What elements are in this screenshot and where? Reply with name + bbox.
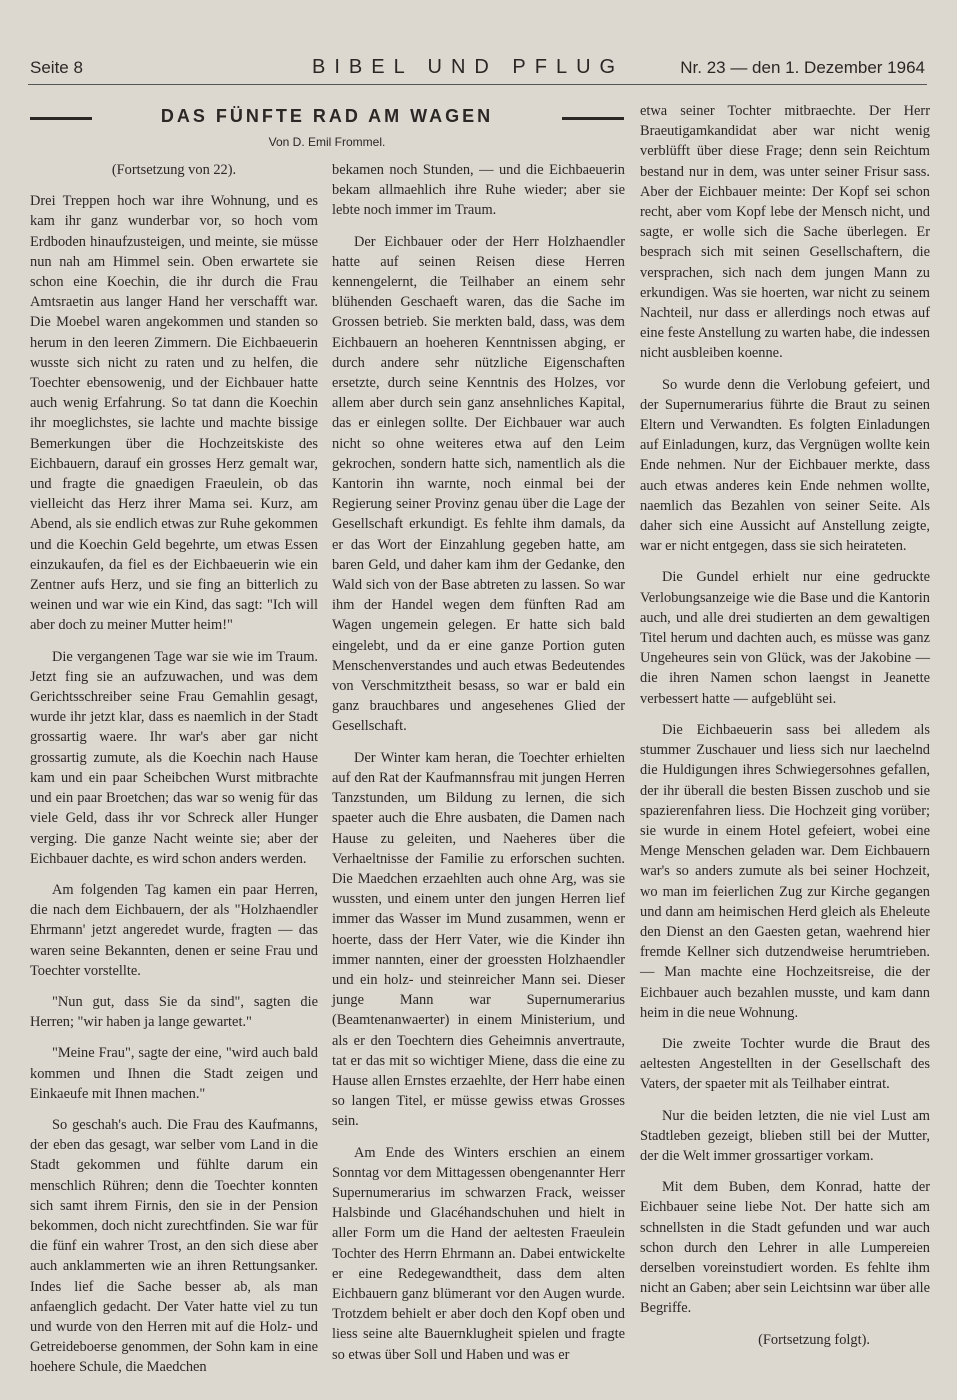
paragraph: So wurde denn die Verlobung gefeiert, und der Supernumerarius führte die Braut zu seinen Eltern und Verwandten. Es folgten Einladungen auf Einladungen, kurz, das Vergnügen wollte kein Ende nehmen. Nur der Eichbauer merkte, dass auch etwas anderes kein Ende nehmen wollte, naemlich das Bezahlen von seiner Seite. Als daher sich eine Aussicht auf Anstellung zeigte, war er nicht entgegen, dass sie sich heirateten. (640, 376, 930, 555)
paragraph: Am folgenden Tag kamen ein paar Herren, die nach dem Eichbauern, der als "Holzhaendler Ehrmann' jetzt angeredet wurde, fragten — das waren seine Bekannten, denen er seine Frau und Toechter vorstellte. (30, 881, 318, 979)
paragraph: Der Eichbauer oder der Herr Holzhaendler hatte auf seinen Reisen diese Herren kennengelernt, die Teilhaber an einem sehr blühenden Geschaeft waren, das die Sache im Grossen betrieb. Sie merkten bald, dass, was dem Eichbauern an hoeheren Kenntnissen abging, er durch andere sehr nützliche Eigenschaften ersetzte, durch seine Kenntnis des Holzes, vor allem aber durch sein ganz ansehnliches Kapital, das er einlegen sollte. Der Eichbauer war auch nicht so ohne weiteres etwa auf den Leim gekrochen, sondern hatte sich, namentlich als die Kantorin ihn warnte, noch einmal bei der Regierung seiner Provinz genau über die Lage der Gesellschaft erkundigt. Es fehlte ihm damals, da er das Wort der Einzahlung gegeben hatte, am baren Geld, und daher kam ihm der Gedanke, den Wald sich von der Base abtreten zu lassen. So war ihm der Handel wegen dem fünften Rad am Wagen ungemein gelegen. Er hatte sich bald eingelebt, und da er eine ganze Portion guten Menschenverstandes und auch etwas Bedeutendes von Verschmitztheit besass, so war er bald ein ganz brauchbares und angesehenes Glied der Gesellschaft. (332, 233, 625, 735)
column-1 (30, 160, 318, 1389)
column-3 (640, 101, 930, 1361)
article-title: DAS FÜNFTE RAD AM WAGEN (160, 106, 494, 126)
paragraph: bekamen noch Stunden, — und die Eichbaeuerin bekam allmaehlich ihre Ruhe wieder; aber sie lebte noch immer im Traum. (332, 162, 625, 219)
issue-date: Nr. 23 — den 1. Dezember 1964 (680, 58, 925, 77)
header-rule (28, 84, 927, 85)
paragraph: Am Ende des Winters erschien an einem Sonntag vor dem Mittagessen obengenannter Herr Supernumerarius im schwarzen Frack, weisser Halsbinde und Glacéhandschuhen und hielt in aller Form um die Hand der aeltesten Fraeulein Tochter des Herrn Ehrmann an. Dabei entwickelte er eine Redegewandtheit, dass dem alten Eichbauern ganz blümerant vor den Augen wurde. Trotzdem behielt er aber doch den Kopf oben und liess seine alte Bauernklugheit spielen und fragte so etwas über Soll und Haben und was er (332, 1144, 625, 1363)
article-byline: Von D. Emil Frommel. (268, 135, 386, 149)
paragraph: Die zweite Tochter wurde die Braut des aeltesten Angestellten in der Gesellschaft des Vaters, der spaeter mit als Teilhaber eintrat. (640, 1035, 930, 1093)
publication-title: BIBEL UND PFLUG (312, 56, 625, 78)
column-2 (332, 160, 625, 1376)
paragraph: Die vergangenen Tage war sie wie im Traum. Jetzt fing sie an aufzuwachen, und was dem Gerichtsschreiber seine Frau Gemahlin gesagt, wurde ihr jetzt klar, dass es naemlich in der Stadt grossartig waere. Ihr war's aber gar nicht grossartig zumute, als die Koechin nach Hause kam und ein paar Scheibchen Wurst mitbrachte und ein paar Broetchen; das war so wenig für das viele Geld, dass ihr vor Schreck aller Hunger verging. Die ganze Nacht weinte sie; aber der Eichbauer dachte, es wird schon anders werden. (30, 648, 318, 867)
article-title-row (30, 106, 624, 130)
page-number: Seite 8 (30, 58, 83, 77)
paragraph: Mit dem Buben, dem Konrad, hatte der Eichbauer seine liebe Not. Der hatte sich am schnellsten in die Stadt gefunden und war auch schon durch den Lehrer in alle Lumpereien derselben voreinstudiert worden. Es fehlte ihm nicht an Gaben; aber sein Leichtsinn war über alle Begriffe. (640, 1179, 930, 1317)
continued-from: (Fortsetzung von 22). (111, 162, 237, 178)
paragraph: "Meine Frau", sagte der eine, "wird auch bald kommen und Ihnen die Stadt zeigen und Einkaeufe mit Ihnen machen." (30, 1045, 318, 1102)
paragraph: So geschah's auch. Die Frau des Kaufmanns, der eben das gesagt, war selber vom Land in die Stadt gekommen und fühlte darum ein menschlich Rühren; denn die Toechter konnten sich samt ihrem Firnis, den sie in der Pension bekommen, doch nicht zurechtfinden. Sie war für die fünf ein wahrer Trost, an den sich diese aber auch anklammerten wie an ihren Rettungsanker. Indes lief die Sache besser ab, als man anfaenglich gedacht. Der Vater hatte viel zu tun und wurde von den Herren mit auf die Holz- und Getreideboerse genommen, der Sohn kam in eine hoehere Schule, die Maedchen (30, 1116, 318, 1376)
paragraph: Der Winter kam heran, die Toechter erhielten auf den Rat der Kaufmannsfrau mit jungen Herren Tanzstunden, um Bildung zu lernen, die sich spaeter auch die Ehre ausbaten, die Damen nach Hause zu geleiten, und Naeheres über die Verhaeltnisse der Familie zu erforschen suchten. Die Maedchen erzaehlten auch ohne Arg, was sie wussten, und einem unter den jungen Herren lief immer das Wasser im Mund zusammen, wenn er hoerte, dass der Herr Vater, wie die Kinder ihn immer nannten, einer der groessten Holzhaendler und ein holz- und steinreicher Mann sei. Dieser junge Mann war Supernumerarius (Beamtenanwaerter) in einem Ministerium, und als er den Toechtern dies Geheimnis anvertraute, tat er das mit so wichtiger Miene, dass die eine zu Hause allen Ernstes erzaehlte, der Herr habe einen so langen Titel, er müsse gewiss etwas Grosses sein. (332, 749, 625, 1130)
paragraph: Nur die beiden letzten, die nie viel Lust am Stadtleben gezeigt, blieben still bei der Mutter, der die Welt immer grossartiger vorkam. (640, 1107, 930, 1164)
paragraph: "Nun gut, dass Sie da sind", sagten die Herren; "wir haben ja lange gewartet." (30, 993, 318, 1031)
paragraph: Drei Treppen hoch war ihre Wohnung, und es kam ihr ganz wunderbar vor, so hoch vom Erdboden hinaufzusteigen, und meinte, sie müsse nun nah am Himmel sein. Oben erwartete sie schon eine Koechin, die ihr durch die Frau Amtsraetin aus langer Hand her verschafft war. Die Moebel waren angekommen und standen so herum in den leeren Zimmern. Die Eichbaeuerin wusste sich nicht zu raten und zu helfen, die Toechter ebensowenig, und der Eichbauer hatte auch wenig Erfahrung. So tat dann die Koechin ihr moeglichstes, sie lachte und machte bissige Bemerkungen über die Hochzeitskiste des Eichbauern, darauf ein grosses Herz gemalt war, und fragte die gnaedigen Fraeulein, ob das vielleicht das Herz ihrer Mama sei. Kurz, am Abend, als sie endlich etwas zur Ruhe gekommen und die Koechin Geld begehrte, um etwas Essen einzukaufen, da fiel es der Eichbaeuerin wie ein Zentner aufs Herz, und sie fing an bitterlich zu weinen und war wie ein Kind, das sagt: "Ich will aber doch zu meiner Mutter heim!" (30, 193, 318, 634)
paragraph: Die Eichbaeuerin sass bei alledem als stummer Zuschauer und liess sich nur laechelnd die Huldigungen ihres Schwiegersohnes gefallen, der ihr überall die besten Bissen zuschob und sie spazierenfahren liess. Die Hochzeit ging vorüber; sie wurde in einem Hotel gefeiert, wobei eine Menge Menschen geladen war. Dem Eichbauern war's so anders zumute als bei seiner Hochzeit, wo man im feierlichen Zug zur Kirche gegangen und dann am heimischen Herd gleich als Eheleute den Dienst an den Gaesten getan, waehrend hier fremde Kellner sich dutzendweise herumtrieben. — Man machte eine Hochzeitsreise, die der Eichbauer auch bezahlen musste, und kam dann heim in die neue Wohnung. (640, 721, 930, 1021)
paragraph: etwa seiner Tochter mitbraechte. Der Herr Braeutigamkandidat aber war nicht wenig verblüfft über diese Frage; denn sein Reichtum bestand nur in dem, was unter seiner Frisur sass. Aber der Eichbauer meinte: Der Kopf sei schon recht, aber vom Kopf lebe der Mensch nicht, und sagte, er wolle sich die Sache überlegen. Er besprach sich mit seinen Gesellschaftern, die versprachen, sich nach dem jungen Mann zu erkundigen. Was sie hoerten, war nicht zu seinem Nachteil, nur dass er allerdings noch etwas auf eine feste Anstellung zu warten habe, die indessen nicht ausbleiben koenne. (640, 103, 930, 362)
title-bar-right (562, 117, 624, 120)
continued-note: (Fortsetzung folgt). (758, 1331, 870, 1348)
page-header (0, 58, 957, 84)
paragraph: Die Gundel erhielt nur eine gedruckte Verlobungsanzeige wie die Base und die Kantorin auch, und alle drei studierten an dem gewaltigen Titel herum und dachten auch, es müsse was ganz Ungeheures sein von Glück, was der Jakobine — die ihren Namen schon laengst in Jeanette verbessert hatte — aufgeblüht sei. (640, 569, 930, 707)
